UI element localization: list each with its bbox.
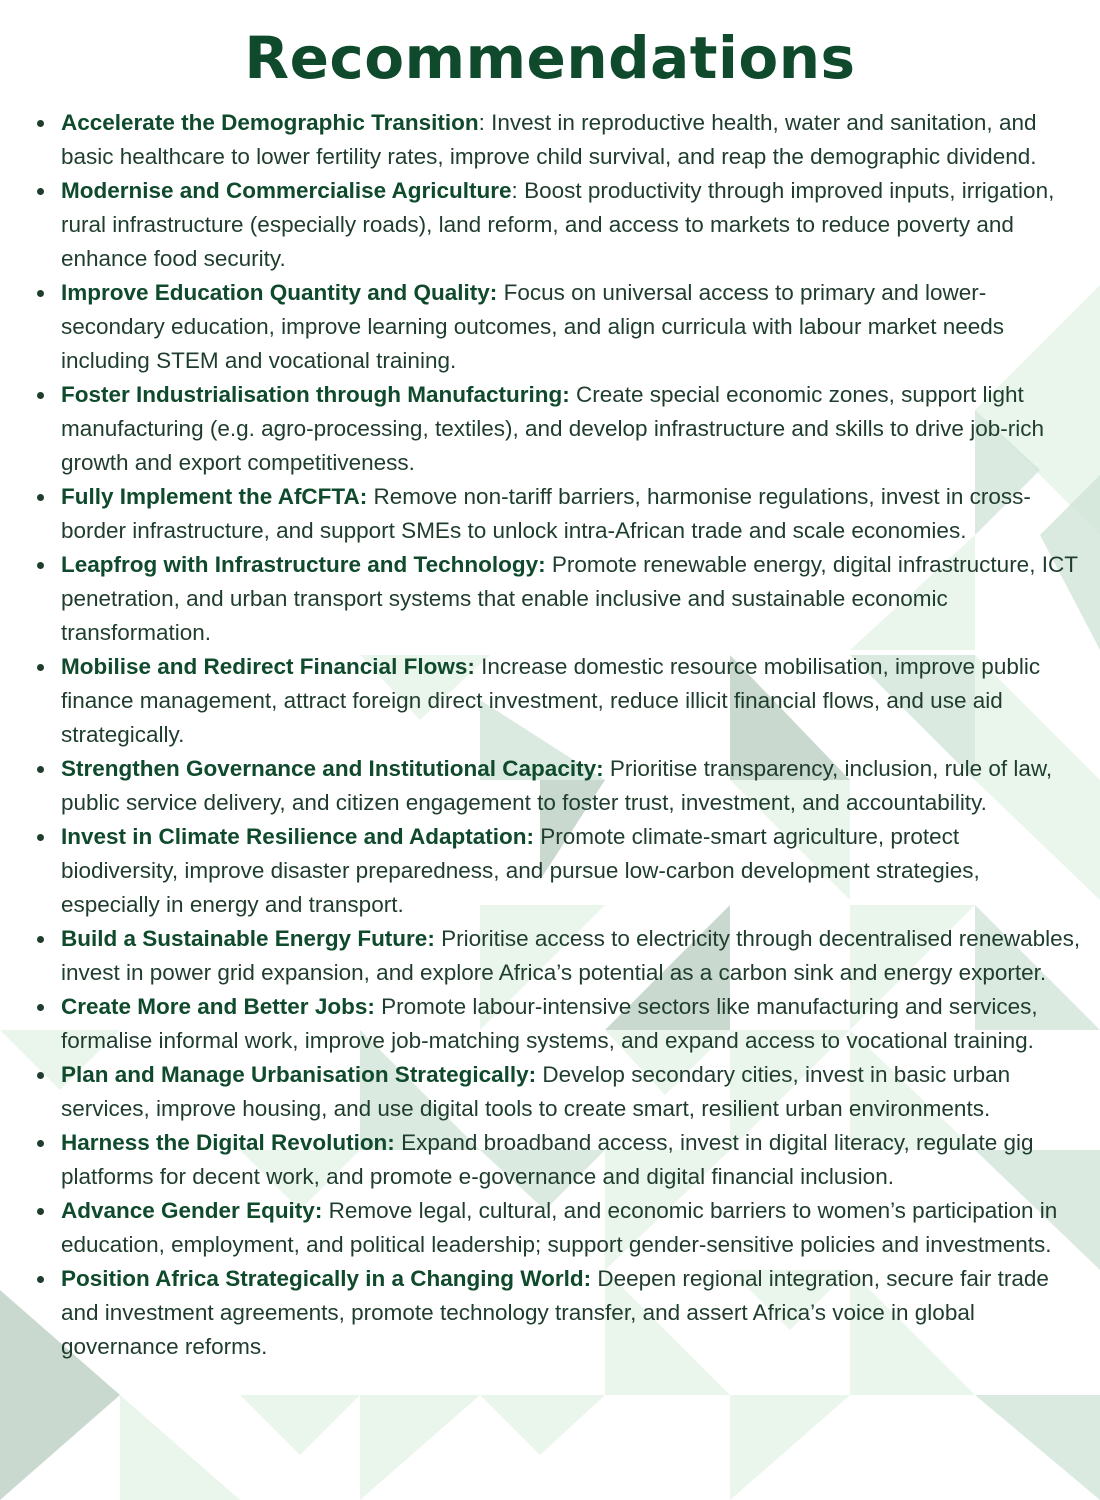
recommendation-item — [61, 548, 1082, 650]
bullet-icon — [37, 392, 44, 399]
recommendation-text: Boost productivity through improved inputs, irrigation, rural infrastructure (especially roads), land reform, and access to markets to reduce poverty and enhance food security. — [61, 178, 1055, 271]
bullet-icon — [37, 664, 44, 671]
bullet-icon — [37, 834, 44, 841]
recommendation-item — [61, 480, 1082, 548]
recommendation-text: Develop secondary cities, invest in basic urban services, improve housing, and use digital tools to create smart, resilient urban environments. — [61, 1062, 1011, 1121]
recommendation-heading: Strengthen Governance and Institutional Capacity: — [61, 756, 604, 781]
recommendation-item — [61, 820, 1082, 922]
bullet-icon — [37, 188, 44, 195]
recommendation-separator: : — [478, 110, 492, 135]
page-title: Recommendations — [244, 24, 856, 92]
recommendation-item — [61, 650, 1082, 752]
recommendation-heading: Advance Gender Equity: — [61, 1198, 323, 1223]
bullet-icon — [37, 1208, 44, 1215]
bullet-icon — [37, 1276, 44, 1283]
recommendation-item — [61, 1058, 1082, 1126]
recommendation-text: Promote renewable energy, digital infrastructure, ICT penetration, and urban transport systems that enable inclusive and sustainable economic transformation. — [61, 552, 1078, 645]
recommendation-text: Promote labour-intensive sectors like manufacturing and services, formalise informal work, improve job-matching systems, and expand access to vocational training. — [61, 994, 1038, 1053]
recommendation-separator: : — [511, 178, 525, 203]
recommendation-heading: Harness the Digital Revolution: — [61, 1130, 395, 1155]
recommendation-item — [61, 174, 1082, 276]
recommendation-item — [61, 276, 1082, 378]
recommendation-text: Invest in reproductive health, water and sanitation, and basic healthcare to lower fertility rates, improve child survival, and reap the demographic dividend. — [61, 110, 1037, 169]
recommendation-heading: Modernise and Commercialise Agriculture — [61, 178, 512, 203]
bullet-icon — [37, 766, 44, 773]
bullet-icon — [37, 494, 44, 501]
bullet-icon — [37, 120, 44, 127]
recommendation-item — [61, 1126, 1082, 1194]
bullet-icon — [37, 936, 44, 943]
recommendation-heading: Fully Implement the AfCFTA: — [61, 484, 368, 509]
recommendation-item — [61, 1262, 1082, 1364]
recommendation-text: Increase domestic resource mobilisation, improve public finance management, attract foreign direct investment, reduce illicit financial flows, and use aid strategically. — [61, 654, 1041, 747]
recommendation-text: Promote climate-smart agriculture, protect biodiversity, improve disaster preparedness, and pursue low-carbon development strategies, especially in energy and transport. — [61, 824, 980, 917]
recommendation-item — [61, 1194, 1082, 1262]
recommendation-item — [61, 922, 1082, 990]
recommendation-heading: Position Africa Strategically in a Changing World: — [61, 1266, 592, 1291]
recommendation-text: Expand broadband access, invest in digital literacy, regulate gig platforms for decent work, and promote e-governance and digital financial inclusion. — [61, 1130, 1034, 1189]
recommendation-item — [61, 106, 1082, 174]
recommendation-heading: Foster Industrialisation through Manufacturing: — [61, 382, 570, 407]
recommendation-text: Focus on universal access to primary and lower-secondary education, improve learning outcomes, and align curricula with labour market needs including STEM and vocational training. — [61, 280, 1005, 373]
bullet-icon — [37, 290, 44, 297]
bullet-icon — [37, 1072, 44, 1079]
recommendation-item — [61, 378, 1082, 480]
recommendation-text: Prioritise transparency, inclusion, rule of law, public service delivery, and citizen engagement to foster trust, investment, and accountability. — [61, 756, 1053, 815]
bullet-icon — [37, 1004, 44, 1011]
recommendation-heading: Mobilise and Redirect Financial Flows: — [61, 654, 475, 679]
recommendation-text: Prioritise access to electricity through decentralised renewables, invest in power grid expansion, and explore Africa’s potential as a carbon sink and energy exporter. — [61, 926, 1081, 985]
recommendations-list — [0, 106, 1100, 1364]
recommendation-item — [61, 990, 1082, 1058]
recommendation-text: Remove non-tariff barriers, harmonise regulations, invest in cross-border infrastructure, and support SMEs to unlock intra-African trade and scale economies. — [61, 484, 1031, 543]
recommendation-heading: Build a Sustainable Energy Future: — [61, 926, 435, 951]
recommendation-heading: Create More and Better Jobs: — [61, 994, 375, 1019]
recommendation-item — [61, 752, 1082, 820]
recommendation-text: Create special economic zones, support light manufacturing (e.g. agro-processing, textiles), and develop infrastructure and skills to drive job-rich growth and export competitiveness. — [61, 382, 1044, 475]
recommendation-heading: Plan and Manage Urbanisation Strategically: — [61, 1062, 537, 1087]
recommendation-heading: Leapfrog with Infrastructure and Technology: — [61, 552, 546, 577]
recommendation-text: Deepen regional integration, secure fair trade and investment agreements, promote technology transfer, and assert Africa’s voice in global governance reforms. — [61, 1266, 1049, 1359]
recommendation-text: Remove legal, cultural, and economic barriers to women’s participation in education, employment, and political leadership; support gender-sensitive policies and investments. — [61, 1198, 1058, 1257]
bullet-icon — [37, 562, 44, 569]
bullet-icon — [37, 1140, 44, 1147]
recommendation-heading: Accelerate the Demographic Transition — [61, 110, 479, 135]
recommendation-heading: Invest in Climate Resilience and Adaptation: — [61, 824, 535, 849]
recommendation-heading: Improve Education Quantity and Quality: — [61, 280, 498, 305]
